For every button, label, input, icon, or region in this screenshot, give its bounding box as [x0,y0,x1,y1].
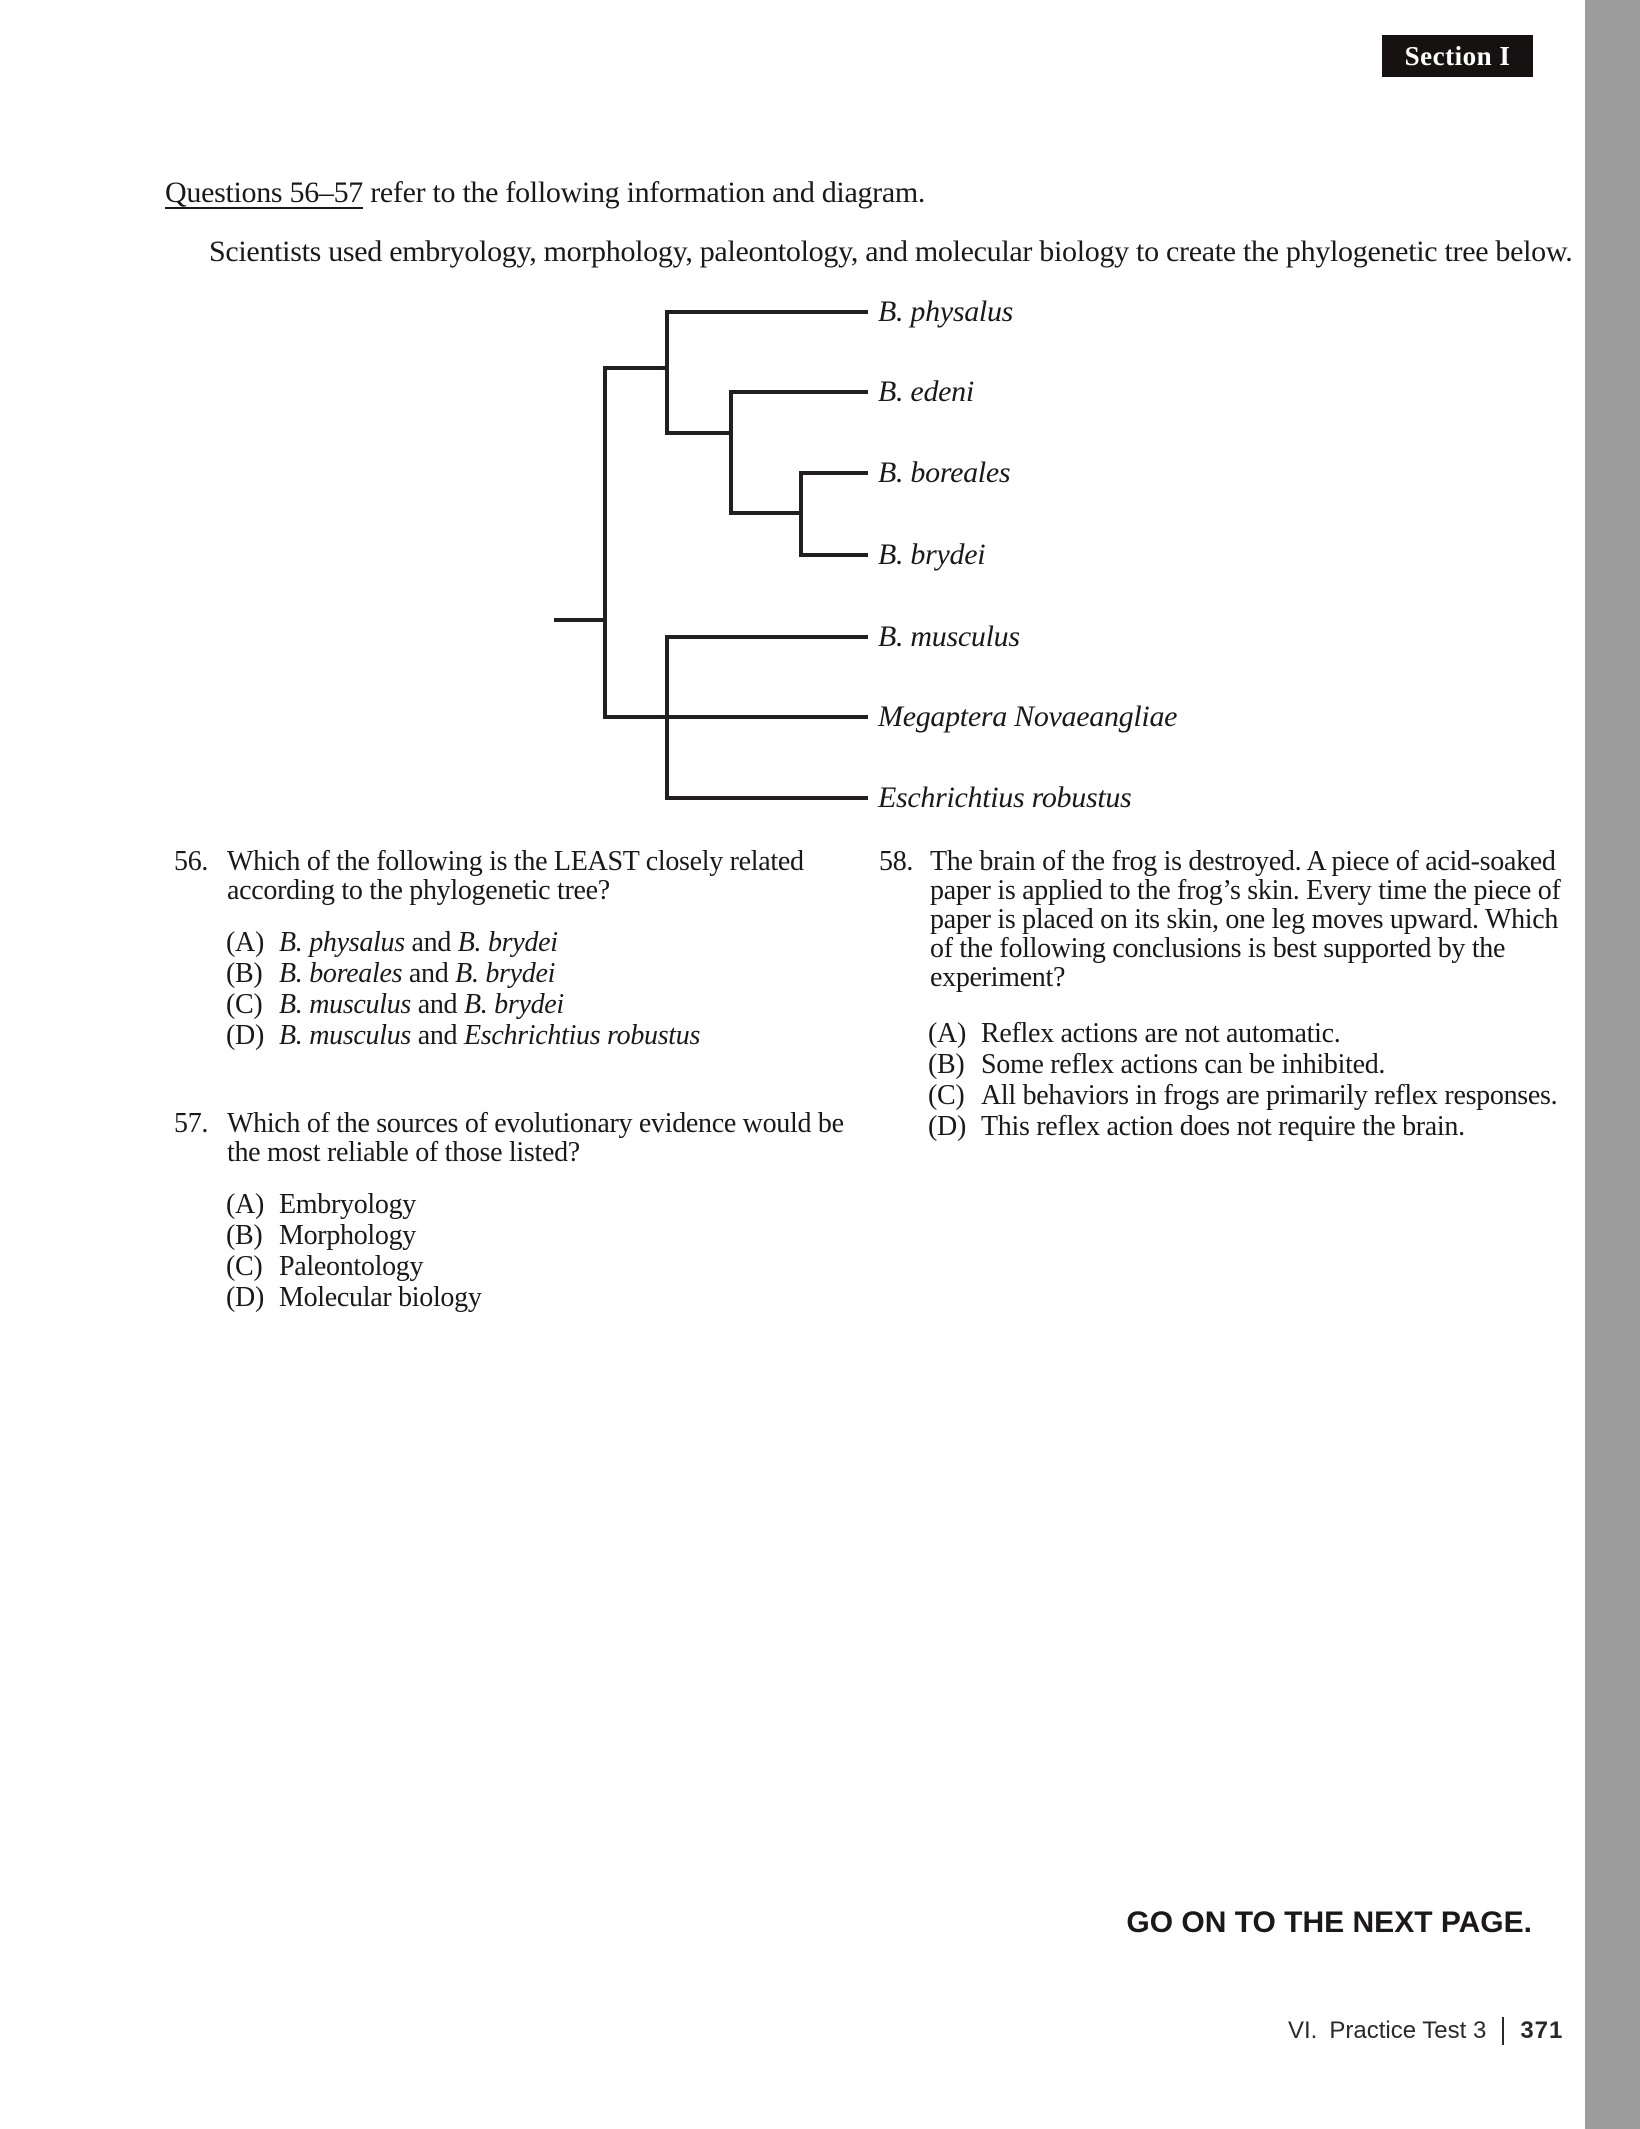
question-57-number: 57. [174,1108,209,1139]
taxon-label-eschrichtius: Eschrichtius robustus [878,781,1132,814]
species-name: Eschrichtius robustus [463,1020,701,1051]
species-name: B. boreales [279,958,403,989]
option-58-b [928,1049,1539,1080]
option-letter: (A) [226,927,264,958]
question-57-options [226,1189,814,1313]
root-stub [554,618,605,622]
species-name: B. brydei [457,927,558,958]
taxon-label-brydei: B. brydei [878,538,986,571]
option-text [279,927,558,958]
stimulus-description: Scientists used embryology, morphology, paleontology, and molecular biology to create the phylogenetic tree below. [209,235,1573,268]
question-56-stem [227,847,804,905]
section-badge: Section I [1382,35,1533,77]
option-text: Some reflex actions can be inhibited. [981,1049,1386,1080]
question-58-number: 58. [879,846,914,877]
option-letter: (C) [226,1251,263,1282]
stem-line: Which of the sources of evolutionary evidence would be [227,1108,844,1139]
connector-upper-node [667,431,733,435]
option-57-b [226,1220,814,1251]
taxon-label-edeni: B. edeni [878,375,974,408]
question-range: Questions 56–57 [165,176,364,209]
option-letter: (C) [226,989,263,1020]
question-56 [174,847,814,1051]
option-56-c [226,989,814,1020]
option-57-c [226,1251,814,1282]
question-57-stem [227,1109,844,1167]
option-letter: (D) [226,1020,264,1051]
node-lower-clade-vertical [665,635,669,800]
option-conjunction: and [402,958,456,989]
branch-brydei [801,553,868,557]
option-58-a [928,1018,1539,1049]
option-57-d [226,1282,814,1313]
option-letter: (B) [226,958,263,989]
option-56-d [226,1020,814,1051]
stem-line: paper is applied to the frog’s skin. Every time the piece of [930,875,1561,906]
stem-line: Which of the following is the LEAST closely related [227,846,804,877]
option-conjunction: and [411,1020,464,1051]
option-58-c [928,1080,1558,1111]
option-text: This reflex action does not require the brain. [981,1111,1465,1142]
option-letter: (C) [928,1080,965,1111]
option-text [279,1020,700,1051]
taxon-label-musculus: B. musculus [878,620,1020,653]
branch-boreales [801,471,868,475]
question-56-options [226,927,814,1051]
species-name: B. physalus [279,927,405,958]
species-name: B. brydei [455,958,556,989]
option-56-b [226,958,814,989]
footer-title: Practice Test 3 [1329,2017,1487,2044]
trunk-vertical [603,366,607,719]
node-upper-clade-vertical [665,310,669,435]
stem-line: The brain of the frog is destroyed. A piece of acid-soaked [930,846,1556,877]
option-conjunction: and [404,927,458,958]
stem-line: the most reliable of those listed? [227,1137,580,1168]
question-58 [879,846,1561,1142]
branch-eschrichtius [667,796,868,800]
option-text [279,958,555,989]
question-56-number: 56. [174,846,209,877]
option-letter: (A) [928,1018,966,1049]
option-text: All behaviors in frogs are primarily reflex responses. [981,1080,1558,1111]
go-on-instruction: GO ON TO THE NEXT PAGE. [1126,1906,1532,1939]
option-58-d [928,1111,1539,1142]
branch-musculus [667,635,868,639]
option-text: Molecular biology [279,1282,482,1313]
branch-megaptera [605,715,868,719]
species-name: B. brydei [463,989,564,1020]
option-letter: (B) [226,1220,263,1251]
branch-physalus [667,310,868,314]
option-57-a [226,1189,814,1220]
option-conjunction: and [411,989,464,1020]
connector-trunk-top [605,366,669,370]
option-text: Reflex actions are not automatic. [981,1018,1341,1049]
stem-line: of the following conclusions is best supported by the [930,933,1506,964]
connector-mid-node [731,511,803,515]
branch-edeni [731,390,868,394]
option-letter: (A) [226,1189,264,1220]
page-footer [1288,2017,1563,2045]
footer-page-number: 371 [1520,2017,1564,2044]
stem-line: paper is placed on its skin, one leg moves upward. Which [930,904,1559,935]
option-text: Paleontology [279,1251,424,1282]
footer-chapter: VI. [1288,2017,1318,2044]
species-name: B. musculus [279,989,412,1020]
option-text [279,989,564,1020]
option-letter: (B) [928,1049,965,1080]
question-range-rest: refer to the following information and diagram. [363,176,926,209]
stem-line: experiment? [930,962,1066,993]
species-name: B. musculus [279,1020,412,1051]
option-text: Morphology [279,1220,417,1251]
question-58-options [928,1018,1558,1142]
option-56-a [226,927,814,958]
question-57 [174,1108,844,1313]
phylogenetic-tree-diagram [0,0,1640,850]
stem-line: according to the phylogenetic tree? [227,875,610,906]
taxon-label-megaptera: Megaptera Novaeangliae [878,700,1178,733]
taxon-label-boreales: B. boreales [878,456,1011,489]
taxon-label-physalus: B. physalus [878,295,1014,328]
option-text: Embryology [279,1189,416,1220]
footer-divider [1502,2017,1504,2045]
option-letter: (D) [928,1111,966,1142]
question-58-stem [930,847,1560,992]
option-letter: (D) [226,1282,264,1313]
node-edeni-clade-vertical [729,390,733,515]
